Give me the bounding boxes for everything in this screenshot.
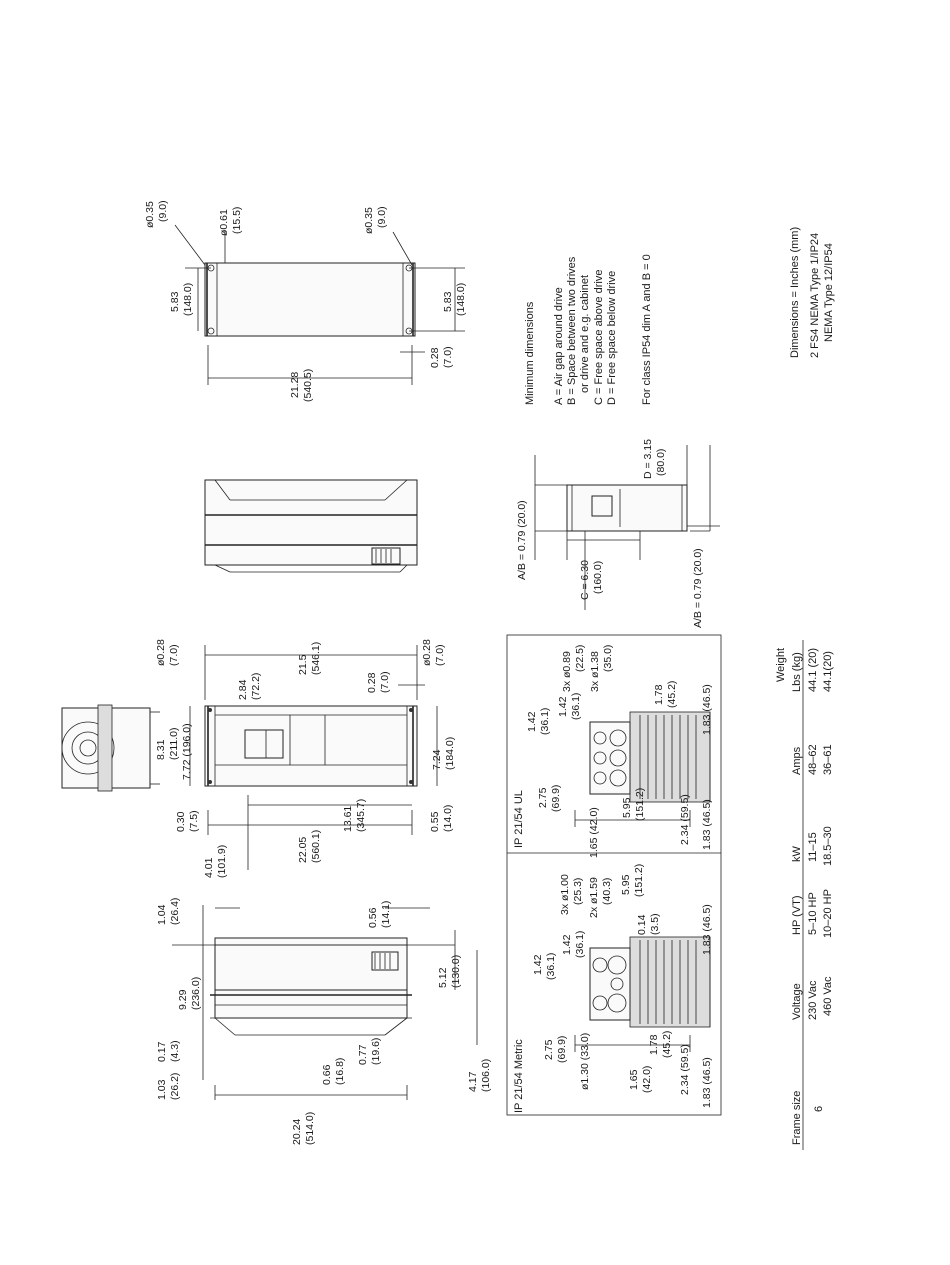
- dim-phi0-28b-mm: (7.0): [434, 644, 446, 666]
- dim-0-66: 0.66: [321, 1064, 333, 1085]
- dim-0-56-mm: (14.1): [380, 900, 392, 928]
- ul-box-title: IP 21/54 UL: [513, 790, 525, 848]
- dim-22-05-mm: (560.1): [310, 829, 322, 863]
- dim-phi0-28b: ø0.28: [421, 639, 433, 666]
- dim-5-83b-mm: (148.0): [455, 282, 467, 316]
- dim-0-55-mm: (14.0): [442, 804, 454, 832]
- table-row2-weight: 44.1(20): [822, 651, 834, 692]
- metric-0-14: 0.14: [636, 914, 648, 935]
- dim-0-28a-mm: (7.0): [379, 671, 391, 693]
- metric-5-95-mm: (151.2): [633, 863, 645, 897]
- ul-3x-089-mm: (22.5): [574, 644, 586, 672]
- table-row2-amps: 36–61: [822, 744, 834, 775]
- table-header-lbs: Lbs (kg): [791, 652, 803, 692]
- ul-1-42b-mm: (36.1): [570, 692, 582, 720]
- table-header-weight: Weight: [775, 647, 787, 682]
- dim-5-83a: 5.83: [169, 291, 181, 312]
- legend-title: Minimum dimensions: [524, 301, 536, 405]
- dim-5-12-mm: (130.0): [450, 954, 462, 988]
- metric-1-83a: 1.83 (46.5): [701, 1057, 713, 1108]
- legend-b2: or drive and e.g. cabinet: [579, 274, 591, 393]
- dim-20-24: 20.24: [291, 1118, 303, 1145]
- metric-0-14-mm: (3.5): [649, 913, 661, 935]
- note-fs4-2: NEMA Type 12/IP54: [823, 243, 835, 342]
- dim-4-17-mm: (106.0): [480, 1058, 492, 1092]
- mounting-view-drawing: [175, 225, 465, 385]
- dim-0-28c: 0.28: [429, 347, 441, 368]
- table-header-hp: HP (VT): [791, 895, 803, 935]
- table-frame-size: 6: [813, 1105, 825, 1112]
- metric-3x: 3x ø1.00: [559, 874, 571, 915]
- table-header-kw: kW: [791, 846, 803, 862]
- dim-1-04-mm: (26.4): [169, 897, 181, 925]
- dim-phi0-28a-mm: (7.0): [168, 644, 180, 666]
- ul-1-42b: 1.42: [557, 696, 569, 717]
- metric-3x-mm: (25.3): [572, 877, 584, 905]
- dim-8-31: 8.31: [155, 739, 167, 760]
- table-row2-kw: 18.5–30: [822, 826, 834, 866]
- legend-c: C = Free space above drive: [593, 269, 605, 405]
- dim-0-28c-mm: (7.0): [442, 346, 454, 368]
- dim-4-01: 4.01: [203, 857, 215, 878]
- dim-8-31-mm: (211.0): [168, 727, 180, 760]
- metric-2x-mm: (40.3): [601, 877, 613, 905]
- table-row2-hp: 10–20 HP: [822, 889, 834, 938]
- dim-phi0-35a: ø0.35: [144, 201, 156, 228]
- dim-13-61: 13.61: [342, 805, 354, 832]
- dim-9-29: 9.29: [177, 989, 189, 1010]
- legend-ip54: For class IP54 dim A and B = 0: [641, 254, 653, 405]
- metric-1-30: ø1.30 (33.0): [579, 1032, 591, 1090]
- ul-3x-089: 3x ø0.89: [561, 651, 573, 692]
- legend-d: D = Free space below drive: [606, 270, 618, 405]
- ul-2-75-mm: (69.9): [550, 784, 562, 812]
- ul-5-95: 5.95: [621, 797, 633, 818]
- ul-1-78-mm: (45.2): [666, 680, 678, 708]
- dim-7-24: 7.24: [431, 749, 443, 770]
- metric-1-65-mm: (42.0): [641, 1065, 653, 1093]
- dim-5-83a-mm: (148.0): [182, 282, 194, 316]
- table-header-amps: Amps: [791, 746, 803, 775]
- dim-2-84: 2.84: [237, 679, 249, 700]
- dim-2-84-mm: (72.2): [250, 672, 262, 700]
- metric-1-65: 1.65: [628, 1069, 640, 1090]
- table-row1-hp: 5–10 HP: [807, 892, 819, 935]
- metric-1-78: 1.78: [648, 1034, 660, 1055]
- dim-21-28: 21.28: [289, 371, 301, 398]
- metric-2-75-mm: (69.9): [556, 1035, 568, 1063]
- clearance-c: C = 6.30: [579, 560, 591, 600]
- dim-phi0-35b: ø0.35: [363, 207, 375, 234]
- dim-22-05: 22.05: [297, 836, 309, 863]
- dim-21-5-mm: (546.1): [310, 641, 322, 675]
- note-units: Dimensions = Inches (mm): [789, 226, 801, 358]
- metric-1-78-mm: (45.2): [661, 1030, 673, 1058]
- ul-1-65: 1.65 (42.0): [588, 807, 600, 858]
- ul-1-83a: 1.83 (46.5): [701, 799, 713, 850]
- dim-1-03: 1.03: [156, 1079, 168, 1100]
- ul-3x-138: 3x ø1.38: [589, 651, 601, 692]
- note-fs4-1: 2 FS4 NEMA Type 1/IP24: [809, 232, 821, 358]
- dim-4-01-mm: (101.9): [216, 844, 228, 878]
- dim-1-04: 1.04: [156, 904, 168, 925]
- dim-5-83b: 5.83: [442, 291, 454, 312]
- metric-conduit-drawing: [575, 937, 710, 1052]
- clearance-d: D = 3.15: [642, 439, 654, 479]
- ul-1-78: 1.78: [653, 684, 665, 705]
- clearance-ab-top: A/B = 0.79 (20.0): [516, 500, 528, 580]
- clearance-d-mm: (80.0): [655, 448, 667, 476]
- table-row1-amps: 48–62: [807, 744, 819, 775]
- metric-1-42b-mm: (36.1): [574, 930, 586, 958]
- dim-phi0-35b-mm: (9.0): [376, 206, 388, 228]
- metric-1-42b: 1.42: [561, 934, 573, 955]
- dim-20-24-mm: (514.0): [304, 1111, 316, 1145]
- dim-0-28a: 0.28: [366, 672, 378, 693]
- dim-9-29-mm: (236.0): [190, 976, 202, 1010]
- ul-5-95-mm: (151.2): [634, 787, 646, 821]
- metric-1-42a-mm: (36.1): [545, 952, 557, 980]
- metric-1-83b: 1.83 (46.5): [701, 904, 713, 955]
- dim-21-28-mm: (540.5): [302, 368, 314, 402]
- ul-2-75: 2.75: [537, 787, 549, 808]
- table-header-frame: Frame size: [791, 1090, 803, 1145]
- keypad-outline: [245, 730, 283, 758]
- ul-1-83b: 1.83 (46.5): [701, 684, 713, 735]
- metric-5-95: 5.95: [620, 874, 632, 895]
- ul-2-34: 2.34 (59.5): [679, 794, 691, 845]
- legend-a: A = Air gap around drive: [553, 287, 565, 405]
- ul-1-42a-mm: (36.1): [539, 707, 551, 735]
- dim-21-5: 21.5: [297, 654, 309, 675]
- dim-1-03-mm: (26.2): [169, 1072, 181, 1100]
- dim-0-77: 0.77: [357, 1044, 369, 1065]
- dim-7-72: 7.72 (196.0): [181, 723, 193, 780]
- conduit-box-frame: [507, 635, 721, 1115]
- dim-5-12: 5.12: [437, 967, 449, 988]
- dim-4-17: 4.17: [467, 1071, 479, 1092]
- dim-0-17: 0.17: [156, 1041, 168, 1062]
- dim-0-17-mm: (4.3): [169, 1040, 181, 1062]
- dim-0-30: 0.30: [175, 811, 187, 832]
- dim-0-77-mm: (19.6): [370, 1037, 382, 1065]
- table-header-voltage: Voltage: [791, 983, 803, 1020]
- dim-13-61-mm: (345.7): [355, 798, 367, 832]
- profile-view-drawing: [205, 480, 417, 572]
- clearance-ab-bottom: A/B = 0.79 (20.0): [692, 548, 704, 628]
- metric-box-title: IP 21/54 Metric: [513, 1039, 525, 1113]
- dim-0-66-mm: (16.8): [334, 1057, 346, 1085]
- ul-3x-138-mm: (35.0): [602, 644, 614, 672]
- table-row1-kw: 11–15: [807, 832, 819, 862]
- metric-2-34: 2.34 (59.5): [679, 1044, 691, 1095]
- fan-view-drawing: [62, 705, 160, 791]
- metric-1-42a: 1.42: [532, 954, 544, 975]
- clearance-c-mm: (160.0): [592, 560, 604, 594]
- ul-1-42a: 1.42: [526, 711, 538, 732]
- dim-0-56: 0.56: [367, 907, 379, 928]
- dim-0-55: 0.55: [429, 811, 441, 832]
- table-row1-voltage: 230 Vac: [807, 980, 819, 1020]
- table-row2-voltage: 460 Vac: [822, 976, 834, 1016]
- dim-0-30-mm: (7.5): [188, 810, 200, 832]
- dim-phi0-61-mm: (15.5): [231, 206, 243, 234]
- table-row1-weight: 44.1 (20): [807, 647, 819, 692]
- metric-2x: 2x ø1.59: [588, 877, 600, 918]
- dim-phi0-61: ø0.61: [218, 209, 230, 236]
- dim-phi0-35a-mm: (9.0): [157, 200, 169, 222]
- dim-7-24-mm: (184.0): [444, 736, 456, 770]
- metric-2-75: 2.75: [543, 1039, 555, 1060]
- legend-b1: B = Space between two drives: [566, 256, 578, 405]
- dim-phi0-28a: ø0.28: [155, 639, 167, 666]
